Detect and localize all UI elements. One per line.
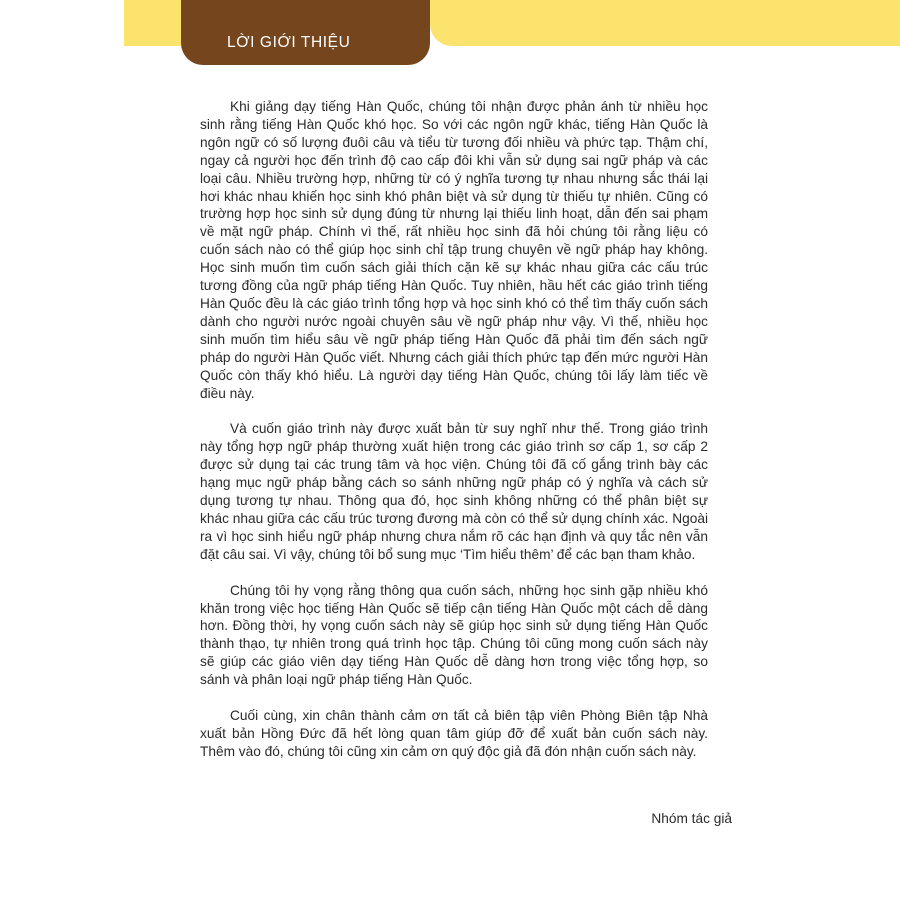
paragraph-3: Chúng tôi hy vọng rằng thông qua cuốn sách, những học sinh gặp nhiều khó khăn trong việc học tiếng Hàn Quốc sẽ tiếp cận tiếng Hàn Quốc một cách dễ dàng hơn. Đồng thời, hy vọng cuốn sách này sẽ giúp học sinh sử dụng tiếng Hàn Quốc thành thạo, tự nhiên trong quá trình học tập. Chúng tôi cũng mong cuốn sách này sẽ giúp các giáo viên dạy tiếng Hàn Quốc dễ dàng hơn trong việc tổng hợp, so sánh và phân loại ngữ pháp tiếng Hàn Quốc. (200, 582, 708, 688)
paragraph-1: Khi giảng dạy tiếng Hàn Quốc, chúng tôi nhận được phản ánh từ nhiều học sinh rằng tiếng Hàn Quốc khó học. So với các ngôn ngữ khác, tiếng Hàn Quốc là ngôn ngữ có số lượng đuôi câu và tiểu từ tương đối nhiều và phức tạp. Thậm chí, ngay cả người học đến trình độ cao cấp đôi khi vẫn sử dụng sai ngữ pháp và các loại câu. Nhiều trường hợp, những từ có ý nghĩa tương tự nhau nhưng sắc thái lại hơi khác nhau khiến học sinh khó phân biệt và sử dụng từ thiếu tự nhiên. Cũng có trường hợp học sinh sử dụng đúng từ nhưng lại thiếu linh hoạt, dẫn đến sai phạm về mặt ngữ pháp. Chính vì thế, rất nhiều học sinh đã hỏi chúng tôi rằng liệu có cuốn sách nào có thể giúp học sinh chỉ tập trung chuyên về ngữ pháp hay không. Học sinh muốn tìm cuốn sách giải thích cặn kẽ sự khác nhau giữa các cấu trúc tương đồng của ngữ pháp tiếng Hàn Quốc. Tuy nhiên, hầu hết các giáo trình tiếng Hàn Quốc đều là các giáo trình tổng hợp và học sinh khó có thể tìm thấy cuốn sách dành cho người nước ngoài chuyên sâu về ngữ pháp như vậy. Vì thế, nhiều học sinh muốn tìm hiểu sâu về ngữ pháp tiếng Hàn Quốc đã phải tìm đến sách ngữ pháp do người Hàn Quốc viết. Nhưng cách giải thích phức tạp đến mức người Hàn Quốc còn thấy khó hiểu. Là người dạy tiếng Hàn Quốc, chúng tôi lấy làm tiếc về điều này. (200, 99, 708, 401)
header-band-left (124, 0, 182, 46)
page-title: LỜI GIỚI THIỆU (227, 34, 351, 51)
paragraph-2: Và cuốn giáo trình này được xuất bản từ suy nghĩ như thế. Trong giáo trình này tổng hợp ngữ pháp thường xuất hiện trong các giáo trình sơ cấp 1, sơ cấp 2 được sử dụng tại các trung tâm và học viện. Chúng tôi đã cố gắng trình bày các hạng mục ngữ pháp bằng cách so sánh những ngữ pháp có ý nghĩa và cách sử dụng tương tự nhau. Thông qua đó, học sinh không những có thể phân biệt sự khác nhau giữa các cấu trúc tương đương mà còn có thể sử dụng chính xác. Ngoài ra vì học sinh hiểu ngữ pháp nhưng chưa nắm rõ các hạn định và quy tắc nên vẫn đặt câu sai. Vì vậy, chúng tôi bổ sung mục ‘Tìm hiểu thêm’ để các bạn tham khảo. (200, 421, 708, 562)
signature: Nhóm tác giả (651, 811, 732, 826)
paragraph-4: Cuối cùng, xin chân thành cảm ơn tất cả biên tập viên Phòng Biên tập Nhà xuất bản Hồng Đức đã hết lòng quan tâm giúp đỡ để xuất bản cuốn sách này. Thêm vào đó, chúng tôi cũng xin cảm ơn quý độc giả đã đón nhận cuốn sách này. (200, 708, 708, 759)
body-text (200, 98, 708, 761)
header-tab (181, 0, 430, 65)
header-band-right (430, 0, 900, 46)
